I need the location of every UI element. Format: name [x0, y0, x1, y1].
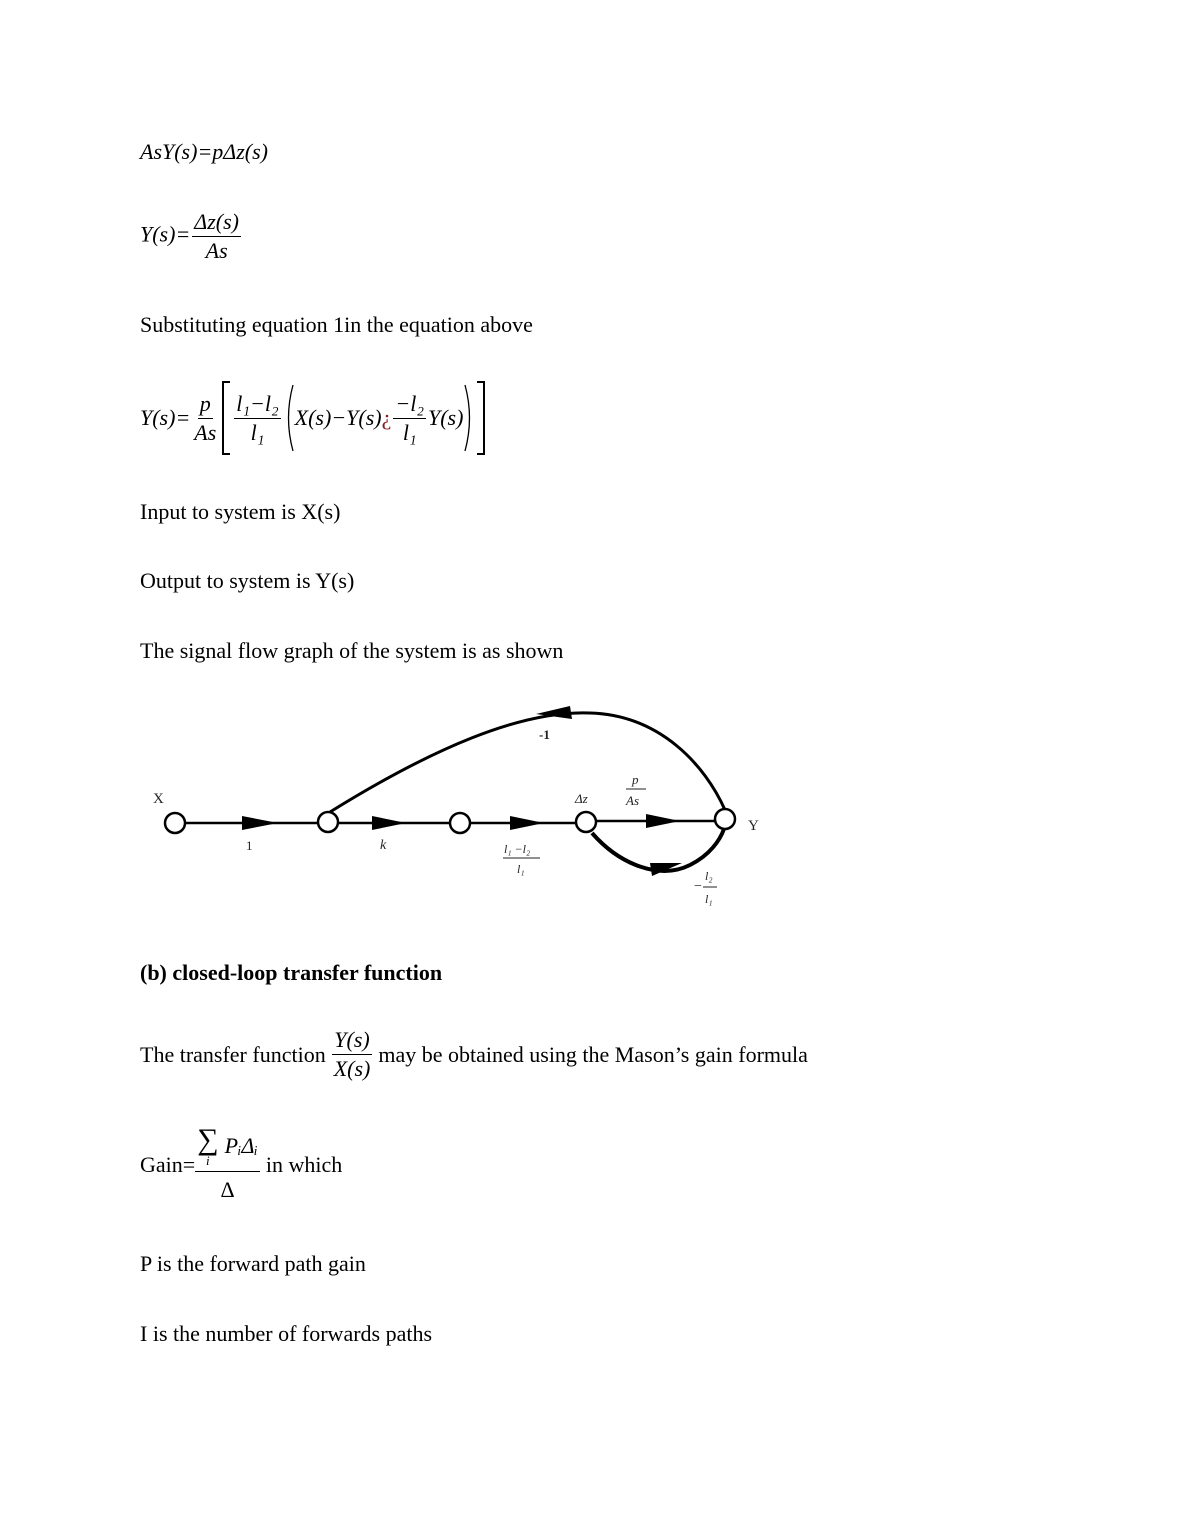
heading-b-text: (b) closed-loop transfer function — [140, 960, 443, 985]
paragraph-input: Input to system is X(s) — [140, 499, 341, 524]
node-1 — [318, 812, 338, 832]
heading-b — [140, 960, 442, 986]
arrow-l — [510, 816, 544, 830]
gain-sum — [197, 1125, 218, 1167]
sum-index: i — [206, 1153, 210, 1168]
label-branch-l-den: l₁ — [517, 862, 525, 876]
equation-3-as: As — [194, 419, 217, 445]
label-branch-p-den: As — [626, 793, 639, 808]
tf-after: may be obtained using the Mason’s gain formula — [378, 1041, 808, 1067]
gain-numerator — [195, 1125, 260, 1172]
paragraph-transfer-function — [140, 1028, 808, 1081]
equation-3-glitch: ¿ — [381, 405, 392, 430]
equation-1 — [140, 139, 268, 165]
node-x — [165, 813, 185, 833]
equation-3-inner: X(s)−Y(s) — [294, 405, 382, 430]
right-bracket — [475, 380, 487, 456]
node-y — [715, 809, 735, 829]
equation-2-numerator: Δz(s) — [192, 210, 241, 237]
paragraph-sfg-intro: The signal flow graph of the system is as shown — [140, 638, 564, 663]
label-feedback-bottom-num: l₂ — [705, 869, 713, 883]
label-feedback-bottom-sign: − — [694, 879, 702, 894]
equation-3-fraction-2 — [393, 392, 426, 445]
equation-3-lhs: Y(s)= — [140, 405, 191, 430]
equation-3-p: p — [198, 392, 213, 419]
feedback-top-path — [330, 713, 725, 812]
arrow-k — [372, 816, 406, 830]
paragraph-p-def: P is the forward path gain — [140, 1251, 366, 1276]
paragraph-gain — [140, 1125, 342, 1204]
equation-3-fraction-1-den: l₁ — [250, 419, 265, 445]
tf-denominator: X(s) — [333, 1056, 371, 1081]
label-node-dz: Δz — [575, 791, 588, 806]
right-paren — [463, 383, 475, 453]
label-branch-l-num: l₁ −l₂ — [504, 842, 531, 856]
equation-3-fraction-1 — [234, 392, 280, 445]
paragraph-output: Output to system is Y(s) — [140, 568, 355, 593]
tf-before: The transfer function — [140, 1041, 326, 1067]
equation-3-fraction-1-num: l₁−l₂ — [234, 392, 280, 419]
arrow-1 — [242, 816, 278, 830]
arrow-p — [646, 814, 680, 828]
label-branch-k: k — [380, 838, 387, 853]
node-dz — [576, 812, 596, 832]
left-paren — [283, 383, 295, 453]
label-node-y: Y — [748, 818, 759, 834]
equation-2 — [140, 210, 243, 263]
equation-2-fraction — [192, 210, 241, 263]
sum-symbol: ∑ — [197, 1123, 219, 1156]
equation-3-fraction-2-num: −l₂ — [393, 392, 426, 419]
equation-3 — [140, 378, 487, 458]
label-feedback-top: -1 — [539, 727, 550, 742]
paragraph-i-def: I is the number of forwards paths — [140, 1321, 433, 1346]
label-branch-1: 1 — [246, 838, 253, 853]
paragraph-substituting: Substituting equation 1in the equation above — [140, 312, 533, 337]
label-feedback-bottom-den: l₁ — [705, 892, 713, 906]
left-bracket — [220, 380, 232, 456]
equation-3-tail: Y(s) — [428, 405, 464, 430]
gain-denominator: Δ — [220, 1177, 235, 1202]
gain-fraction — [195, 1125, 260, 1204]
equation-3-p-fraction — [192, 392, 218, 445]
gain-label: Gain= — [140, 1151, 196, 1177]
equation-1-text: AsY(s)=pΔz(s) — [140, 139, 268, 164]
equation-2-denominator: As — [205, 238, 228, 263]
tf-fraction — [332, 1028, 373, 1081]
equation-3-fraction-2-den: l₁ — [402, 419, 417, 445]
label-branch-p-num: p — [632, 772, 639, 787]
label-node-x: X — [153, 791, 164, 807]
gain-term: PᵢΔᵢ — [224, 1133, 258, 1158]
tf-numerator: Y(s) — [332, 1028, 371, 1055]
equation-2-lhs: Y(s)= — [140, 221, 191, 247]
gain-after: in which — [265, 1151, 343, 1177]
signal-flow-graph — [140, 695, 780, 920]
node-2 — [450, 813, 470, 833]
